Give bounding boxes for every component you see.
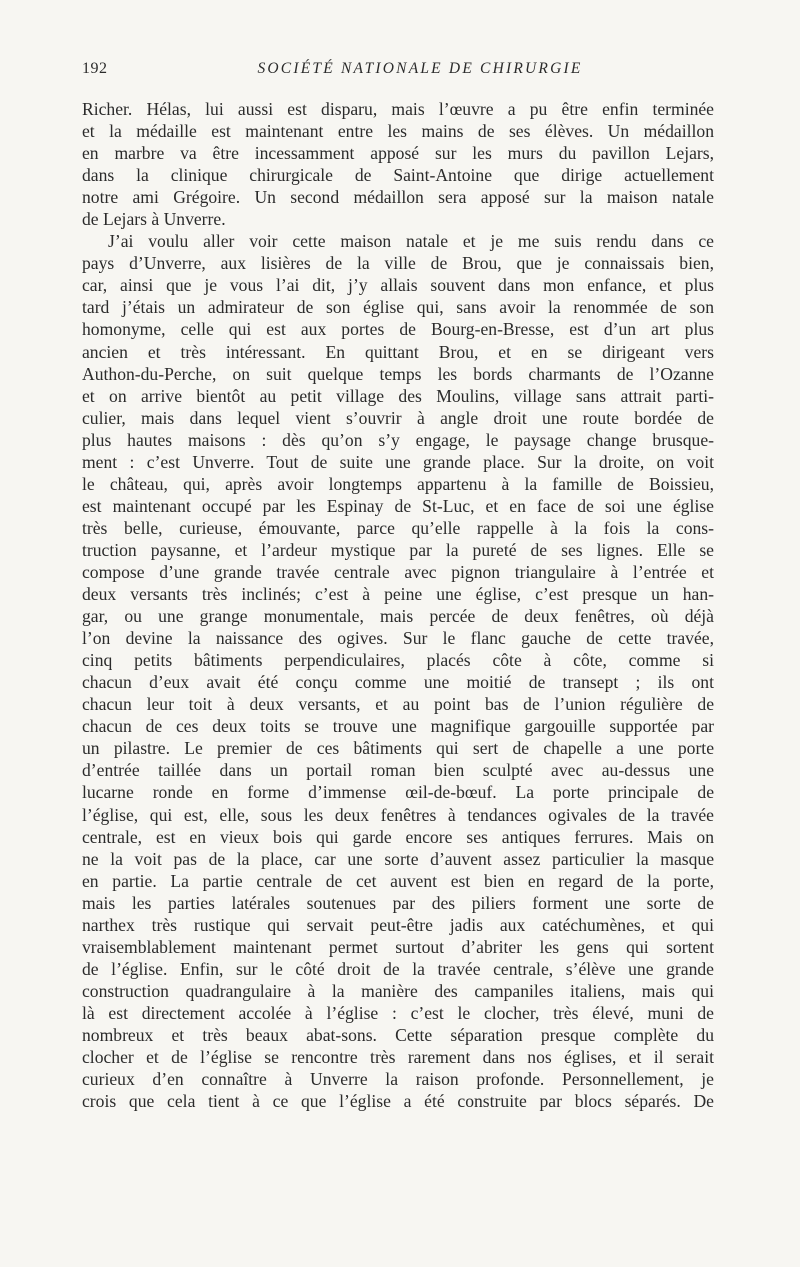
text-line: notre ami Grégoire. Un second médaillon sera apposé sur la maison natale [82,187,714,208]
page-number: 192 [82,60,108,77]
text-line: culier, mais dans lequel vient s’ouvrir à angle droit une route bordée de [82,407,714,428]
text-line: là est directement accolée à l’église : c’est le clocher, très élevé, muni de [82,1002,714,1023]
text-line: cinq petits bâtiments perpendiculaires, placés côte à côte, comme si [82,650,714,671]
text-line: l’église, qui est, elle, sous les deux fenêtres à tendances ogivales de la travée [82,804,714,825]
text-line: l’on devine la naissance des ogives. Sur le flanc gauche de cette travée, [82,628,714,649]
text-line: le château, qui, après avoir longtemps appartenu à la famille de Boissieu, [82,473,714,494]
text-line: Richer. Hélas, lui aussi est disparu, mais l’œuvre a pu être enfin terminée [82,99,714,119]
text-line: homonyme, celle qui est aux portes de Bourg-en-Bresse, est d’un art plus [82,319,714,340]
text-line: de Lejars à Unverre. [82,209,226,230]
text-line: truction paysanne, et l’ardeur mystique par la pureté de ses lignes. Elle se [82,539,714,560]
text-line: gar, ou une grange monumentale, mais percée de deux fenêtres, où déjà [82,606,714,627]
text-line: compose d’une grande travée centrale avec pignon triangulaire à l’entrée et [82,561,714,582]
text-line: clocher et de l’église se rencontre très rarement dans nos églises, et il serait [82,1047,714,1068]
text-line: vraisemblablement maintenant permet surtout d’abriter les gens qui sortent [82,936,714,957]
text-line: chacun d’eux avait été conçu comme une moitié de transept ; ils ont [82,672,714,693]
text-line: en partie. La partie centrale de cet auvent est bien en regard de la porte, [82,870,714,891]
text-line: tard j’étais un admirateur de son église qui, sans avoir la renommée de son [82,297,714,318]
journal-title: SOCIÉTÉ NATIONALE DE CHIRURGIE [257,60,583,77]
text-line: deux versants très inclinés; c’est à peine une église, c’est presque un han- [82,584,714,605]
text-line: dans la clinique chirurgicale de Saint-Antoine que dirige actuellement [82,165,714,186]
text-line: ancien et très intéressant. En quittant Brou, et en se dirigeant vers [82,341,714,362]
text-line: curieux d’en connaître à Unverre la raison profonde. Personnellement, je [82,1069,714,1090]
text-line: pays d’Unverre, aux lisières de la ville de Brou, que je connaissais bien, [82,253,714,274]
text-line: un pilastre. Le premier de ces bâtiments qui sert de chapelle a une porte [82,738,714,759]
running-head [82,60,718,84]
text-line: ment : c’est Unverre. Tout de suite une grande place. Sur la droite, on voit [82,451,714,472]
text-line: mais les parties latérales soutenues par des piliers forment une sorte de [82,892,714,913]
text-line: ne la voit pas de la place, car une sorte d’auvent assez particulier la masque [82,848,714,869]
text-line: lucarne ronde en forme d’immense œil-de-bœuf. La porte principale de [82,782,714,803]
text-line: J’ai voulu aller voir cette maison natale et je me suis rendu dans ce [108,231,714,252]
text-line: chacun de ces deux toits se trouve une magnifique gargouille supportée par [82,716,714,737]
text-line: construction quadrangulaire à la manière des campaniles italiens, mais qui [82,980,714,1001]
text-line: est maintenant occupé par les Espinay de St-Luc, et en face de soi une église [82,495,714,516]
text-line: narthex très rustique qui servait peut-être jadis aux catéchumènes, et qui [82,914,714,935]
text-line: et la médaille est maintenant entre les mains de ses élèves. Un médaillon [82,121,714,142]
text-line: centrale, est en vieux bois qui garde encore ses antiques ferrures. Mais on [82,826,714,847]
text-line: d’entrée taillée dans un portail roman bien sculpté avec au-dessus une [82,760,714,781]
text-line: chacun leur toit à deux versants, et au point bas de l’union régulière de [82,694,714,715]
text-line: plus hautes maisons : dès qu’on s’y engage, le paysage change brusque- [82,429,714,450]
text-line: et on arrive bientôt au petit village des Moulins, village sans attrait parti- [82,385,714,406]
paragraph-container [82,98,714,1112]
body-text [82,98,714,1112]
text-line: nombreux et très beaux abat-sons. Cette séparation presque complète du [82,1024,714,1045]
text-line: Authon-du-Perche, on suit quelque temps les bords charmants de l’Ozanne [82,363,714,384]
text-line: en marbre va être incessamment apposé sur les murs du pavillon Lejars, [82,143,714,164]
text-line: de l’église. Enfin, sur le côté droit de la travée centrale, s’élève une grande [82,958,714,979]
text-line: très belle, curieuse, émouvante, parce qu’elle rappelle à la fois la cons- [82,517,714,538]
text-line: crois que cela tient à ce que l’église a été construite par blocs séparés. De [82,1091,714,1112]
text-line: car, ainsi que je vous l’ai dit, j’y allais souvent dans mon enfance, et plus [82,275,714,296]
